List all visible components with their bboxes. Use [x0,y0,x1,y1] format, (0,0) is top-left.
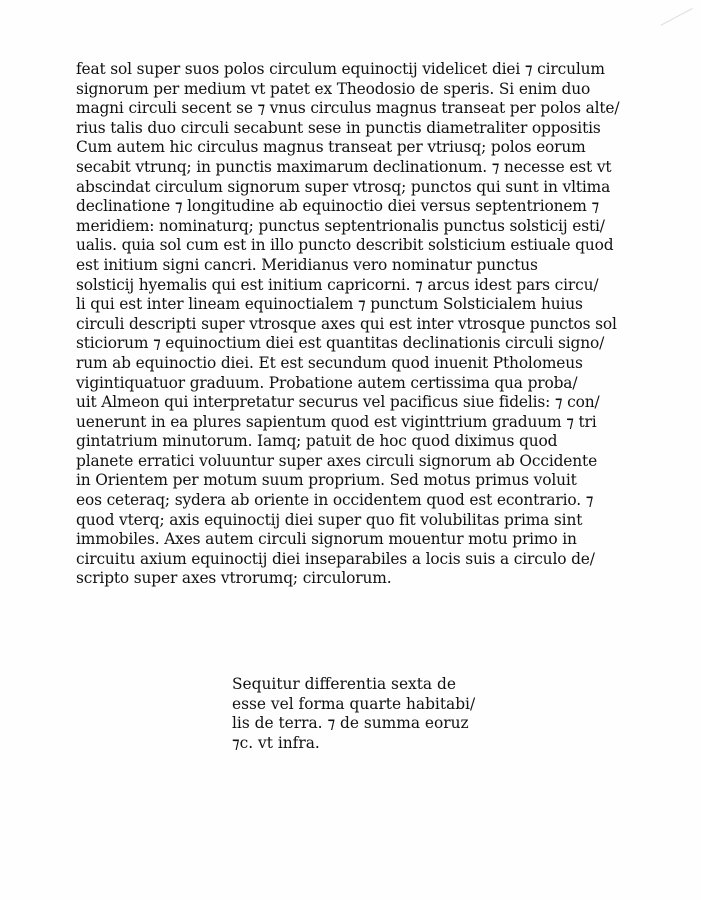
text-line: abscindat circulum signorum super vtrosq; punctos qui sunt in vltima [76,177,611,196]
colophon-line: esse vel forma quarte habitabi/ [232,694,476,713]
colophon-block [232,674,482,752]
text-line: planete erratici voluuntur super axes circuli signorum ab Occidente [76,451,598,470]
text-line: eos ceteraq; sydera ab oriente in occidentem quod est econtrario. ⁊ [76,491,594,510]
colophon-line: lis de terra. ⁊ de summa eoruz [232,714,469,733]
text-line: declinatione ⁊ longitudine ab equinoctio diei versus septentrionem ⁊ [76,197,599,216]
text-line: rius talis duo circuli secabunt sese in punctis diametraliter oppositis [76,118,601,137]
main-text-block [76,60,624,589]
text-line: signorum per medium vt patet ex Theodosio de speris. Si enim duo [76,79,591,98]
text-line: ualis. quia sol cum est in illo puncto describit solsticium estiuale quod [76,236,614,255]
text-line: meridiem: nominaturq; punctus septentrionalis punctus solsticij esti/ [76,216,605,235]
text-line: quod vterq; axis equinoctij diei super quo fit volubilitas prima sint [76,510,583,529]
text-line: immobiles. Axes autem circuli signorum mouentur motu primo in [76,530,577,549]
text-line: est initium signi cancri. Meridianus vero nominatur punctus [76,255,538,274]
text-line: scripto super axes vtrorumq; circulorum. [76,569,392,588]
text-line: circuitu axium equinoctij diei inseparabiles a locis suis a circulo de/ [76,549,595,568]
text-line: Cum autem hic circulus magnus transeat per vtriusq; polos eorum [76,138,586,157]
text-line: secabit vtrunq; in punctis maximarum declinationum. ⁊ necesse est vt [76,157,612,176]
text-line: rum ab equinoctio diei. Et est secundum quod inuenit Ptholomeus [76,353,583,372]
text-line: li qui est inter lineam equinoctialem ⁊ punctum Solsticialem huius [76,295,583,314]
text-line: sticiorum ⁊ equinoctium diei est quantitas declinationis circuli signo/ [76,334,605,353]
text-line: gintatrium minutorum. Iamq; patuit de hoc quod diximus quod [76,432,558,451]
text-line: vigintiquatuor graduum. Probatione autem certissima qua proba/ [76,373,578,392]
text-line: solsticij hyemalis qui est initium capricorni. ⁊ arcus idest pars circu/ [76,275,599,294]
text-line: magni circuli secent se ⁊ vnus circulus magnus transeat per polos alte/ [76,99,620,118]
scan-edge-mark [660,8,701,61]
text-line: feat sol super suos polos circulum equinoctij videlicet diei ⁊ circulum [76,60,605,78]
text-line: in Orientem per motum suum proprium. Sed motus primus voluit [76,471,577,490]
text-line: circuli descripti super vtrosque axes qui est inter vtrosque punctos sol [76,314,617,333]
text-line: uenerunt in ea plures sapientum quod est viginttrium graduum ⁊ tri [76,412,597,431]
colophon-line: ⁊c. vt infra. [232,733,320,752]
colophon-line: Sequitur differentia sexta de [232,675,456,693]
text-line: uit Almeon qui interpretatur securus vel pacificus siue fidelis: ⁊ con/ [76,393,600,412]
